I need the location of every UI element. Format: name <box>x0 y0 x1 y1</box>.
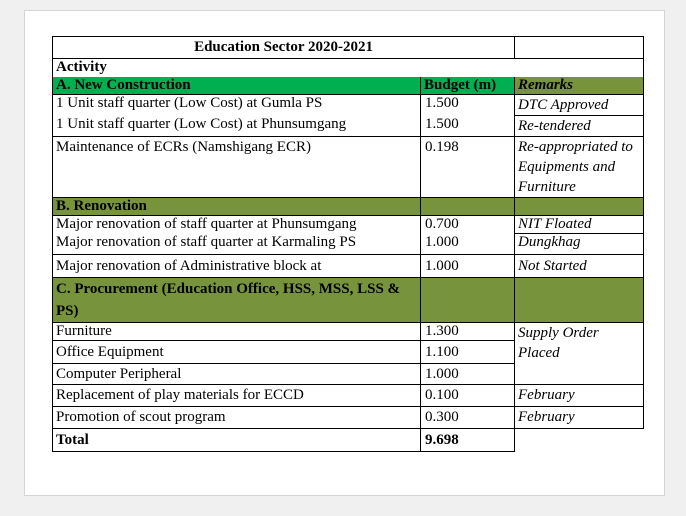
row-activity: Major renovation of staff quarter at Karmaling PS <box>53 234 421 255</box>
row-remark: Not Started <box>515 254 644 277</box>
row-budget: 1.000 <box>421 254 515 277</box>
table-row <box>53 116 644 137</box>
row-activity: Major renovation of staff quarter at Phunsumgang <box>53 216 421 234</box>
table-title: Education Sector 2020-2021 <box>53 37 515 59</box>
row-remark: February <box>515 384 644 406</box>
table-row <box>53 95 644 116</box>
row-activity: Maintenance of ECRs (Namshigang ECR) <box>53 137 421 198</box>
document-page <box>24 10 665 496</box>
table-row <box>53 384 644 406</box>
row-budget: 1.000 <box>421 363 515 384</box>
table-row <box>53 322 644 340</box>
row-budget: 0.198 <box>421 137 515 198</box>
row-budget: 0.700 <box>421 216 515 234</box>
section-b-heading: B. Renovation <box>53 198 421 216</box>
row-remark: Re-appropriated to Equipments and Furniture <box>515 137 644 198</box>
row-activity: Furniture <box>53 322 421 340</box>
table-row <box>53 406 644 428</box>
row-activity: Computer Peripheral <box>53 363 421 384</box>
table-row <box>53 234 644 255</box>
activity-header-row <box>53 59 644 78</box>
total-value: 9.698 <box>421 428 515 451</box>
section-c-heading: C. Procurement (Education Office, HSS, MSS, LSS & PS) <box>53 277 421 322</box>
row-remark: NIT Floated <box>515 216 644 234</box>
education-budget-table <box>52 36 644 452</box>
row-remark: February <box>515 406 644 428</box>
budget-header: Budget (m) <box>421 77 515 95</box>
row-activity: Major renovation of Administrative block at <box>53 254 421 277</box>
row-budget: 1.000 <box>421 234 515 255</box>
table-row <box>53 137 644 198</box>
row-budget: 1.500 <box>421 116 515 137</box>
table-row <box>53 216 644 234</box>
table-row <box>53 254 644 277</box>
section-b-header-row <box>53 198 644 216</box>
row-activity: 1 Unit staff quarter (Low Cost) at Phunsumgang <box>53 116 421 137</box>
title-row <box>53 37 644 59</box>
row-remark: DTC Approved <box>515 95 644 116</box>
row-budget: 1.500 <box>421 95 515 116</box>
row-activity: Replacement of play materials for ECCD <box>53 384 421 406</box>
table-row <box>53 363 644 384</box>
row-remark: Supply Order Placed <box>515 322 644 363</box>
remarks-header: Remarks <box>515 77 644 95</box>
activity-label: Activity <box>53 59 644 78</box>
row-remark: Dungkhag <box>515 234 644 255</box>
row-budget: 1.100 <box>421 340 515 363</box>
section-a-header-row <box>53 77 644 95</box>
section-a-heading: A. New Construction <box>53 77 421 95</box>
row-activity: Office Equipment <box>53 340 421 363</box>
row-budget: 0.300 <box>421 406 515 428</box>
row-activity: Promotion of scout program <box>53 406 421 428</box>
row-activity: 1 Unit staff quarter (Low Cost) at Gumla PS <box>53 95 421 116</box>
row-budget: 0.100 <box>421 384 515 406</box>
row-budget: 1.300 <box>421 322 515 340</box>
row-remark: Re-tendered <box>515 116 644 137</box>
total-label: Total <box>53 428 421 451</box>
section-c-header-row <box>53 277 644 322</box>
total-row <box>53 428 644 451</box>
